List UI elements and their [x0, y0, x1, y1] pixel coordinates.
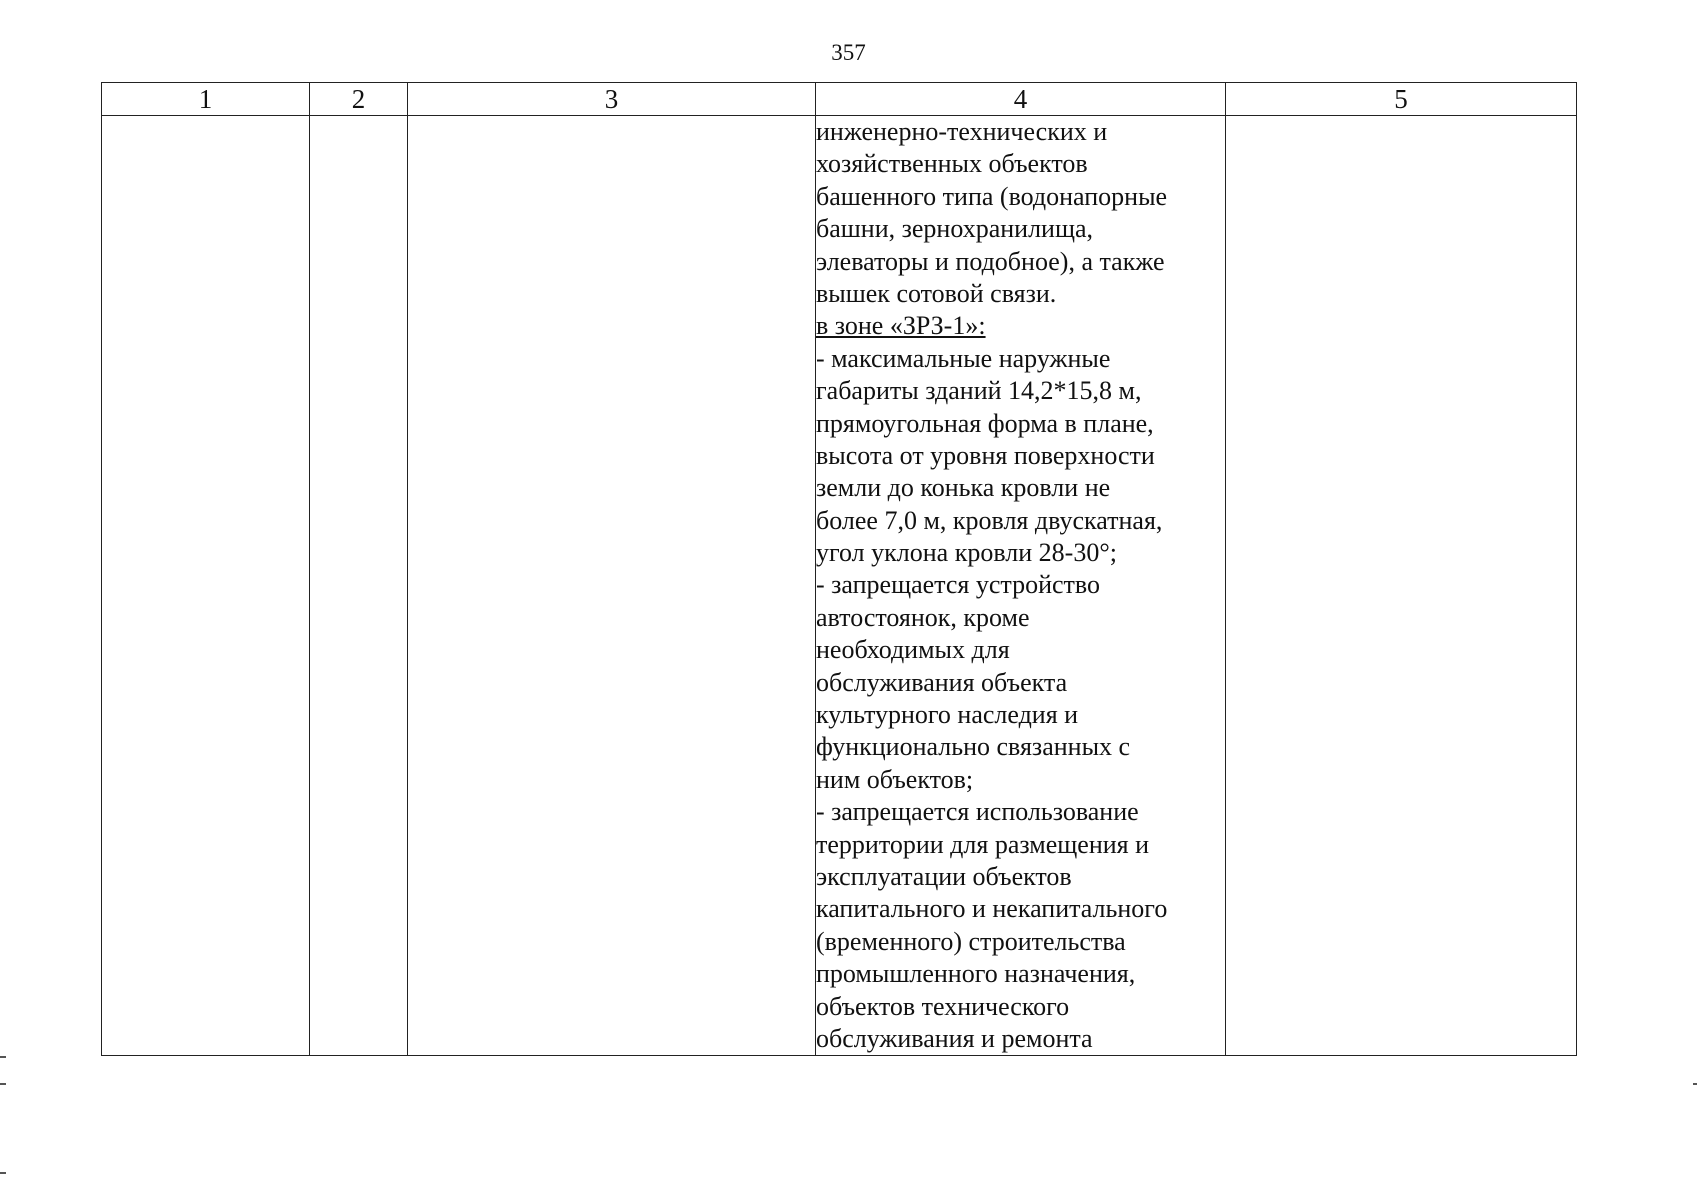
cell-col4-line: элеваторы и подобное), а также: [816, 246, 1165, 276]
cell-col4-line: - максимальные наружные: [816, 343, 1111, 373]
cell-col4-text: [816, 116, 1225, 1055]
column-header-5: 5: [1226, 83, 1577, 116]
scan-edge-mark: [0, 1172, 6, 1174]
cell-col5: [1226, 116, 1577, 1056]
cell-col4-line: хозяйственных объектов: [816, 149, 1088, 179]
column-header-2: 2: [310, 83, 408, 116]
column-header-1: 1: [102, 83, 310, 116]
cell-col4-line: необходимых для: [816, 635, 1010, 665]
cell-col4-line: ним объектов;: [816, 764, 974, 794]
cell-col4-line: более 7,0 м, кровля двускатная,: [816, 505, 1163, 535]
scan-edge-mark: [0, 1056, 6, 1058]
table-row: [102, 116, 1577, 1056]
cell-col4-line: (временного) строительства: [816, 926, 1126, 956]
cell-col4-line: капитального и некапитального: [816, 894, 1168, 924]
cell-col4-line: объектов технического: [816, 991, 1070, 1021]
cell-col4: [816, 116, 1226, 1056]
header-row: [102, 83, 1577, 116]
cell-col3: [408, 116, 816, 1056]
cell-col4-line: эксплуатации объектов: [816, 861, 1072, 891]
cell-col4-line: земли до конька кровли не: [816, 473, 1111, 503]
cell-col4-line: - запрещается устройство: [816, 570, 1100, 600]
cell-col4-line: промышленного назначения,: [816, 959, 1136, 989]
cell-col4-line: территории для размещения и: [816, 829, 1150, 859]
scan-edge-mark: [0, 1083, 6, 1085]
cell-col4-line: обслуживания объекта: [816, 667, 1068, 697]
cell-col4-line: вышек сотовой связи.: [816, 278, 1057, 308]
cell-col4-line: высота от уровня поверхности: [816, 440, 1155, 470]
cell-col4-line: в зоне «ЗРЗ-1»:: [816, 311, 986, 341]
column-header-4: 4: [816, 83, 1226, 116]
cell-col4-line: функционально связанных с: [816, 732, 1131, 762]
cell-col4-line: габариты зданий 14,2*15,8 м,: [816, 376, 1142, 406]
cell-col4-line: инженерно-технических и: [816, 117, 1108, 146]
cell-col4-line: культурного наследия и: [816, 700, 1079, 730]
cell-col4-line: обслуживания и ремонта: [816, 1023, 1093, 1053]
cell-col4-line: башни, зернохранилища,: [816, 214, 1094, 244]
cell-col1: [102, 116, 310, 1056]
cell-col4-line: - запрещается использование: [816, 797, 1139, 827]
cell-col4-line: башенного типа (водонапорные: [816, 181, 1168, 211]
cell-col2: [310, 116, 408, 1056]
document-table: [101, 82, 1577, 1056]
page-number: 357: [831, 40, 866, 65]
cell-col4-line: угол уклона кровли 28-30°;: [816, 538, 1117, 568]
cell-col4-line: прямоугольная форма в плане,: [816, 408, 1154, 438]
cell-col4-line: автостоянок, кроме: [816, 602, 1030, 632]
scan-edge-mark: [1693, 1083, 1697, 1085]
column-header-3: 3: [408, 83, 816, 116]
